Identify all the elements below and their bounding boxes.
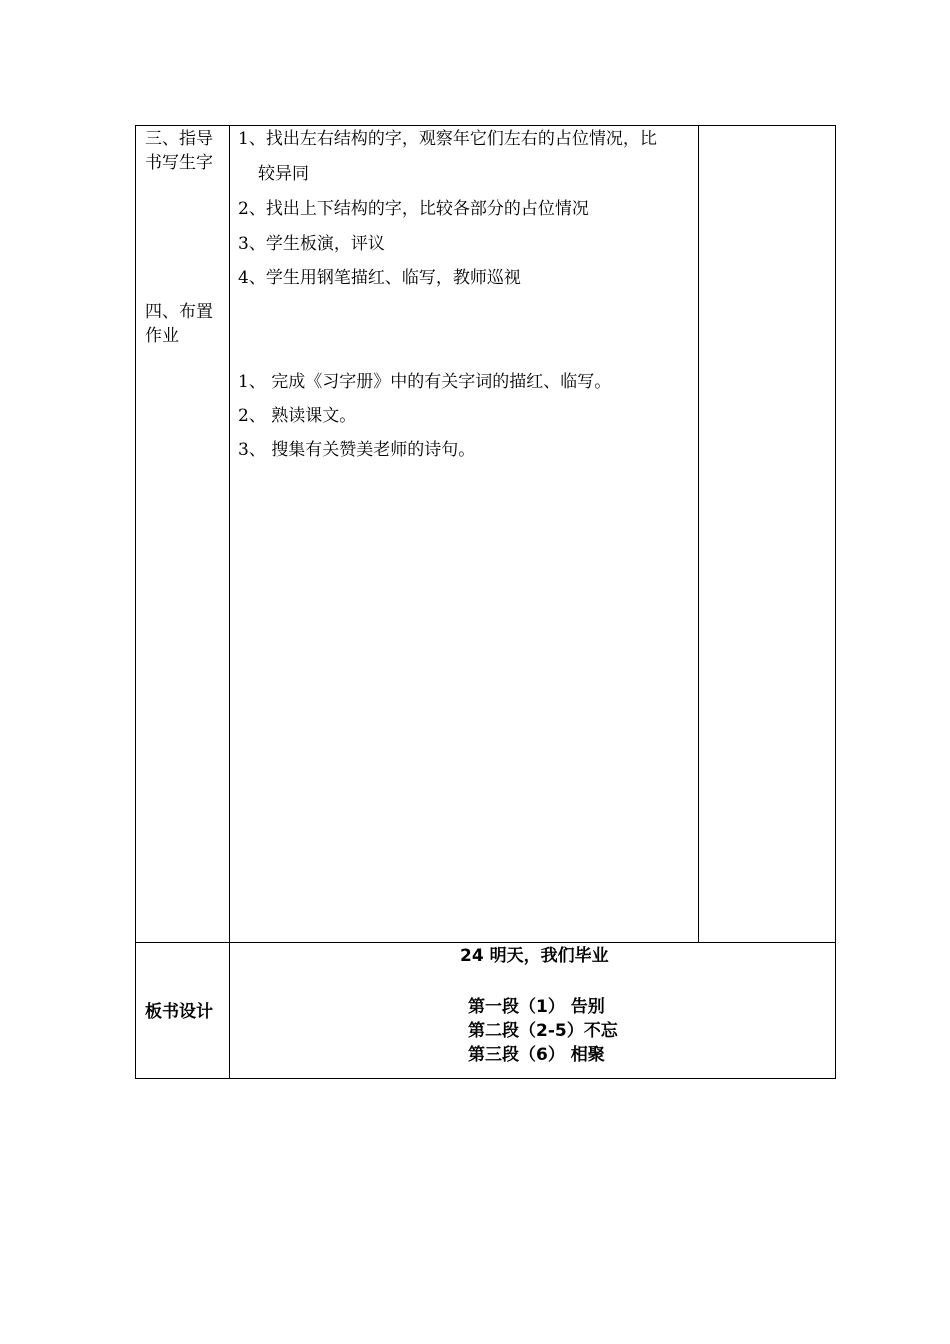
board-design-title: 24 明天，我们毕业 bbox=[460, 946, 609, 966]
board-design-line-1: 第一段（1） 告别 bbox=[468, 997, 605, 1017]
table-notes-column-divider bbox=[698, 125, 699, 943]
homework-item-2: 2、 熟读课文。 bbox=[238, 406, 357, 426]
section3-step4: 4、学生用钢笔描红、临写，教师巡视 bbox=[238, 268, 521, 288]
table-label-column-divider bbox=[229, 125, 230, 1079]
section4-label-line2: 作业 bbox=[145, 326, 179, 346]
section3-label-line2: 书写生字 bbox=[145, 153, 213, 173]
section3-step1-line1: 1、找出左右结构的字，观察年它们左右的占位情况，比 bbox=[238, 129, 657, 149]
section3-label-line1: 三、指导 bbox=[145, 129, 213, 149]
homework-item-3: 3、 搜集有关赞美老师的诗句。 bbox=[238, 440, 476, 460]
board-design-line-3: 第三段（6） 相聚 bbox=[468, 1045, 605, 1065]
table-top-border bbox=[135, 125, 836, 126]
board-design-label: 板书设计 bbox=[145, 1002, 213, 1022]
homework-item-1: 1、 完成《习字册》中的有关字词的描红、临写。 bbox=[238, 372, 612, 392]
board-design-line-2: 第二段（2-5）不忘 bbox=[468, 1021, 618, 1041]
section3-step1-line2: 较异同 bbox=[258, 164, 309, 184]
section4-label-line1: 四、布置 bbox=[145, 302, 213, 322]
table-right-border bbox=[835, 125, 836, 1079]
table-left-border bbox=[135, 125, 136, 1079]
table-row-divider bbox=[135, 942, 836, 943]
table-bottom-border bbox=[135, 1078, 836, 1079]
section3-step2: 2、找出上下结构的字，比较各部分的占位情况 bbox=[238, 199, 589, 219]
section3-step3: 3、学生板演，评议 bbox=[238, 234, 385, 254]
